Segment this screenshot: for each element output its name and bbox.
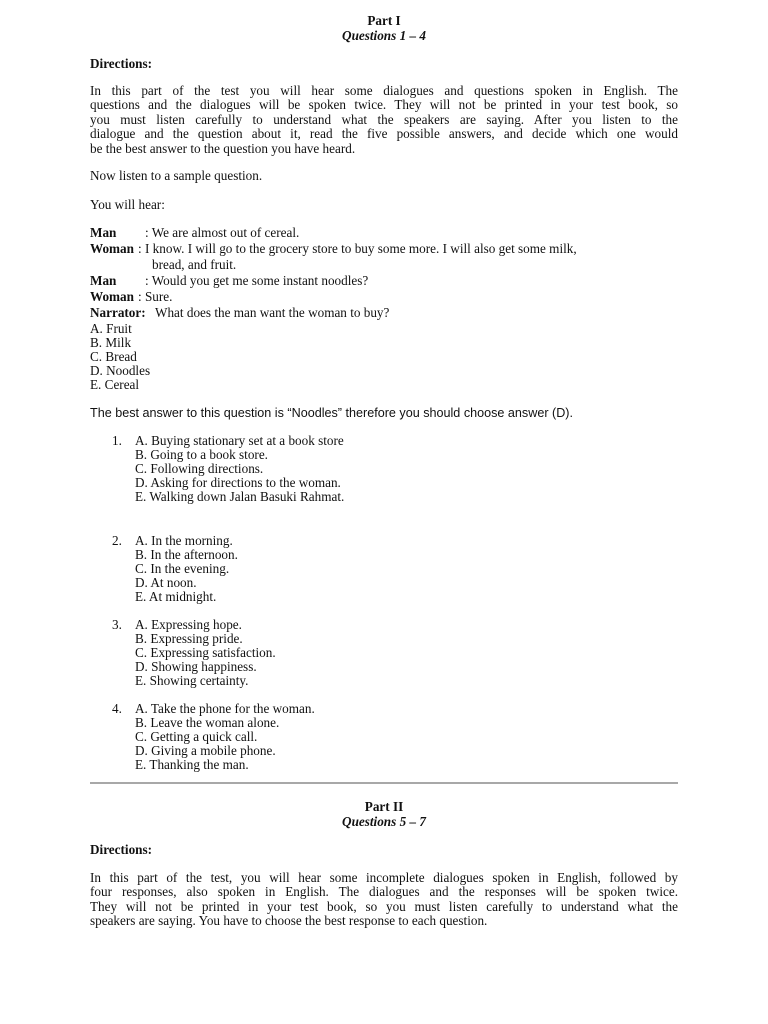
answer-option: B. Leave the woman alone. bbox=[135, 715, 280, 730]
part2-directions-text bbox=[90, 871, 678, 929]
dialogue-text: Sure. bbox=[144, 289, 173, 304]
answer-option: C. Expressing satisfaction. bbox=[135, 645, 276, 660]
best-answer-note: The best answer to this question is “Noodles” therefore you should choose answer (D). bbox=[90, 406, 574, 420]
question-number: 2. bbox=[112, 533, 122, 548]
speaker-label: Man bbox=[90, 273, 117, 288]
answer-option: D. Asking for directions to the woman. bbox=[135, 475, 341, 490]
answer-option: D. At noon. bbox=[135, 575, 197, 590]
answer-option: A. In the morning. bbox=[135, 533, 233, 548]
speaker-label: Woman bbox=[90, 289, 134, 304]
answer-option: D. Showing happiness. bbox=[135, 659, 257, 674]
answer-option: E. Thanking the man. bbox=[135, 757, 249, 772]
dialogue-line bbox=[155, 306, 389, 320]
directions-line: In this part of the test, you will hear some incomplete dialogues spoken in English, followed by bbox=[90, 870, 678, 885]
answer-option: E. At midnight. bbox=[135, 589, 217, 604]
speaker-label: Woman bbox=[90, 241, 134, 256]
directions-line: dialogue and the question about it, read the five possible answers, and decide which one would bbox=[90, 126, 678, 142]
dialogue-text: I know. I will go to the grocery store to buy some more. I will also get some milk, bbox=[144, 241, 577, 256]
answer-option: A. Take the phone for the woman. bbox=[135, 701, 315, 716]
speaker-label: Man bbox=[90, 225, 117, 240]
part2-subtitle: Questions 5 – 7 bbox=[342, 814, 426, 829]
dialogue-text: Would you get me some instant noodles? bbox=[151, 273, 369, 288]
answer-option: C. Getting a quick call. bbox=[135, 729, 258, 744]
dialogue-sep: : bbox=[138, 241, 145, 256]
sample-option: A. Fruit bbox=[90, 321, 132, 336]
dialogue-line bbox=[138, 242, 678, 256]
dialogue-line: bread, and fruit. bbox=[152, 257, 237, 272]
answer-option: E. Walking down Jalan Basuki Rahmat. bbox=[135, 489, 345, 504]
directions-line: be the best answer to the question you have heard. bbox=[90, 140, 356, 156]
directions-line: questions and the dialogues will be spoken twice. They will not be printed in your test book, so bbox=[90, 97, 678, 113]
you-will-hear: You will hear: bbox=[90, 197, 165, 212]
answer-option: C. Following directions. bbox=[135, 461, 264, 476]
sample-option: C. Bread bbox=[90, 349, 137, 364]
dialogue-sep: : bbox=[145, 225, 152, 240]
question-number: 1. bbox=[112, 433, 122, 448]
directions-line: They will not be printed in your test book, so you must listen carefully to understand what the bbox=[90, 898, 678, 914]
part1-subtitle: Questions 1 – 4 bbox=[342, 28, 426, 43]
sample-option: E. Cereal bbox=[90, 377, 140, 392]
directions-line: four responses, also spoken in English. The dialogues and the responses will be spoken twice. bbox=[90, 884, 678, 900]
section-divider bbox=[90, 782, 678, 784]
dialogue-line bbox=[138, 290, 172, 304]
directions-line: speakers are saying. You have to choose the best response to each question. bbox=[90, 913, 488, 929]
part2-directions-label: Directions: bbox=[90, 842, 153, 857]
answer-option: A. Buying stationary set at a book store bbox=[135, 433, 344, 448]
answer-option: B. Expressing pride. bbox=[135, 631, 243, 646]
part1-title: Part I bbox=[367, 13, 401, 28]
answer-option: E. Showing certainty. bbox=[135, 673, 249, 688]
dialogue-line bbox=[145, 274, 368, 288]
part2-title: Part II bbox=[364, 799, 404, 814]
answer-option: B. In the afternoon. bbox=[135, 547, 238, 562]
sample-option: B. Milk bbox=[90, 335, 132, 350]
answer-option: D. Giving a mobile phone. bbox=[135, 743, 276, 758]
question-number: 4. bbox=[112, 701, 122, 716]
answer-option: A. Expressing hope. bbox=[135, 617, 242, 632]
directions-line: you must listen carefully to understand what the speakers are saying. After you listen to the bbox=[90, 111, 678, 127]
dialogue-line bbox=[145, 226, 299, 240]
dialogue-sep: : bbox=[145, 273, 152, 288]
part1-directions-text bbox=[90, 84, 678, 156]
part1-directions-label: Directions: bbox=[90, 56, 153, 71]
answer-option: B. Going to a book store. bbox=[135, 447, 268, 462]
answer-option: C. In the evening. bbox=[135, 561, 230, 576]
dialogue-text: We are almost out of cereal. bbox=[151, 225, 300, 240]
speaker-label: Narrator: bbox=[90, 305, 146, 320]
question-number: 3. bbox=[112, 617, 122, 632]
sample-option: D. Noodles bbox=[90, 363, 151, 378]
dialogue-text: What does the man want the woman to buy? bbox=[155, 305, 390, 320]
dialogue-sep: : bbox=[138, 289, 145, 304]
sample-intro: Now listen to a sample question. bbox=[90, 168, 263, 183]
directions-line: In this part of the test you will hear some dialogues and questions spoken in English. The bbox=[90, 83, 678, 98]
